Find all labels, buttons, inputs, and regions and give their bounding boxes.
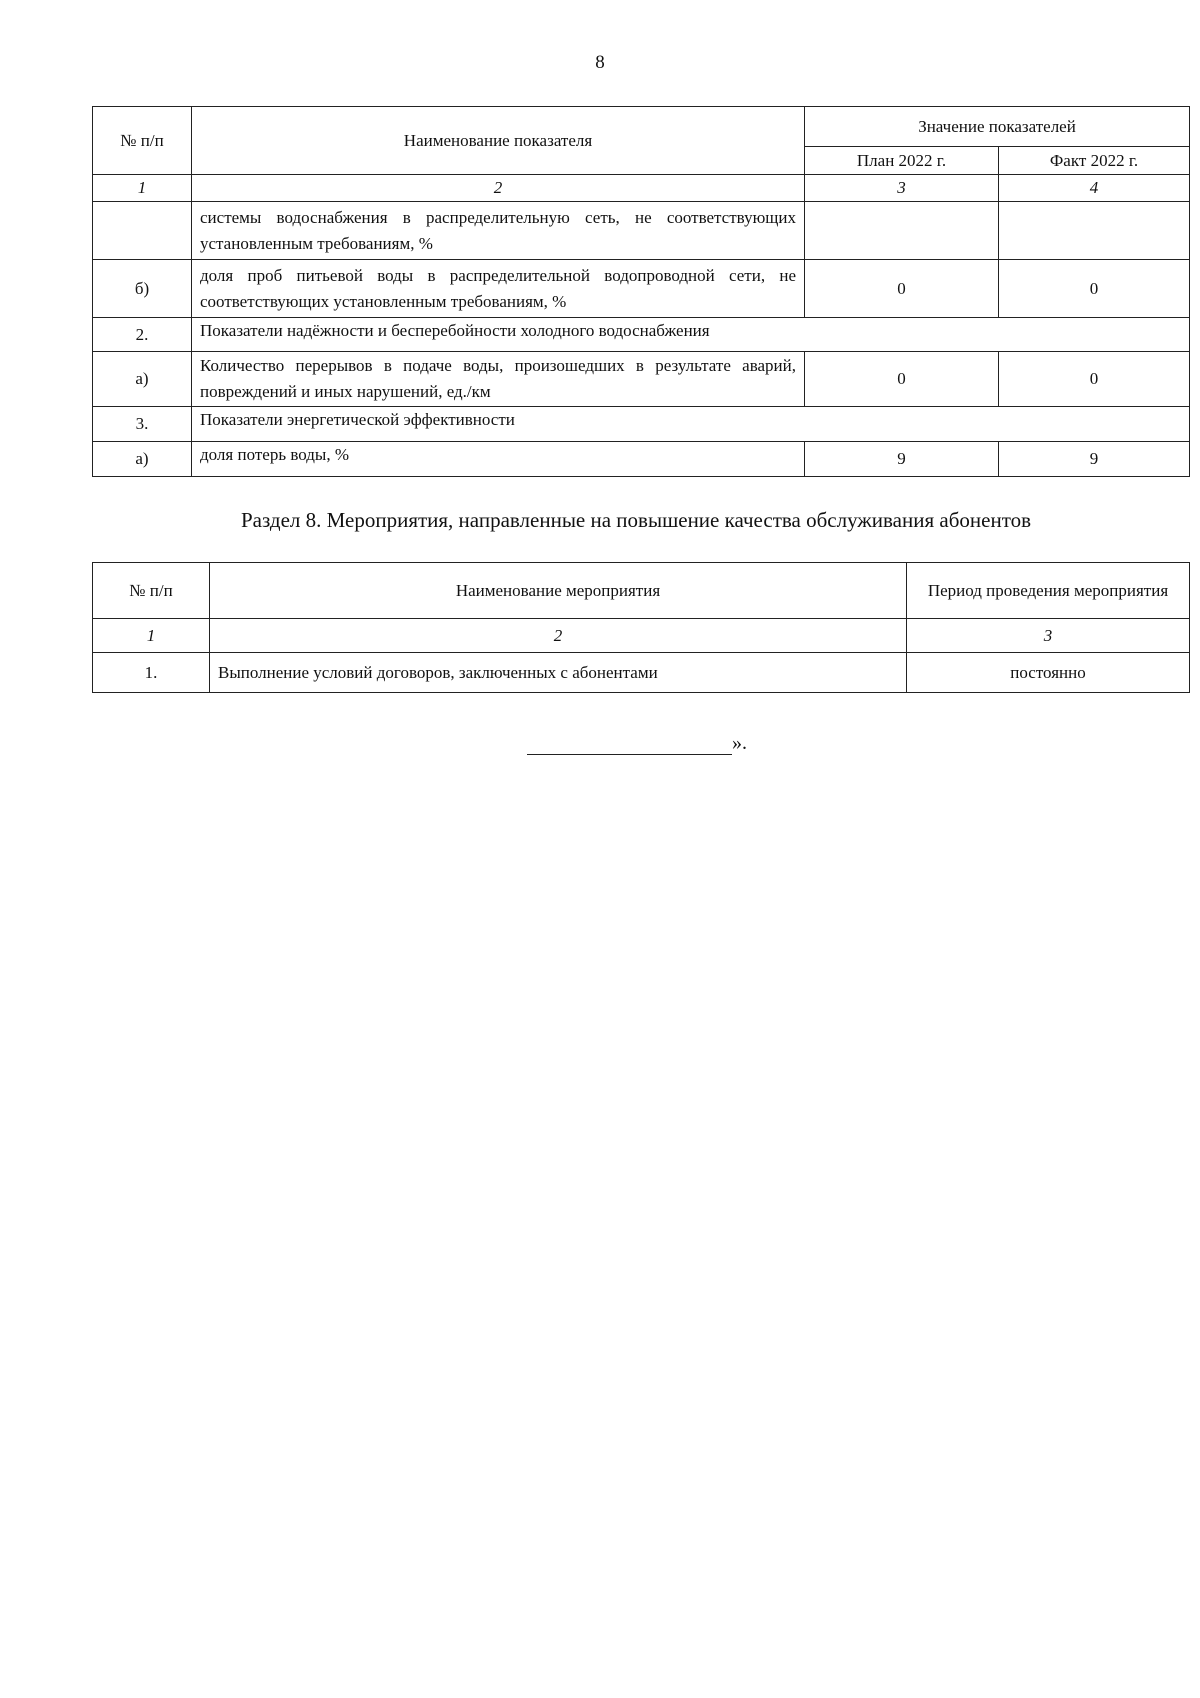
header-period: Период проведения мероприятия — [907, 563, 1190, 619]
row-name: Показатели энергетической эффективности — [192, 407, 1190, 442]
column-numbers-row — [93, 175, 1190, 202]
header-num: № п/п — [93, 563, 210, 619]
col-number: 3 — [907, 619, 1190, 653]
row-name: доля проб питьевой воды в распределительной водопроводной сети, не соответствующих установленным требованиям, % — [192, 260, 805, 318]
indicators-table — [92, 106, 1190, 477]
col-number: 1 — [93, 175, 192, 202]
row-num: а) — [93, 352, 192, 407]
section-title — [0, 508, 1200, 533]
row-plan: 0 — [805, 352, 999, 407]
closing-mark: ». — [732, 732, 747, 754]
row-fact — [999, 202, 1190, 260]
table-section-row — [93, 407, 1190, 442]
signature-underline — [527, 732, 732, 755]
col-number: 2 — [210, 619, 907, 653]
col-number: 1 — [93, 619, 210, 653]
table-row — [93, 653, 1190, 693]
header-plan: План 2022 г. — [805, 147, 999, 175]
page-number: 8 — [595, 52, 605, 73]
row-name: Количество перерывов в подаче воды, произошедших в результате аварий, повреждений и иных нарушений, ед./км — [192, 352, 805, 407]
table-row — [93, 260, 1190, 318]
table-row — [93, 352, 1190, 407]
header-name: Наименование мероприятия — [210, 563, 907, 619]
indicators-header-row — [93, 107, 1190, 147]
row-name: системы водоснабжения в распределительную сеть, не соответствующих установленным требованиям, % — [192, 202, 805, 260]
row-name: доля потерь воды, % — [192, 442, 805, 477]
row-fact: 0 — [999, 260, 1190, 318]
section-title-text: Раздел 8. Мероприятия, направленные на повышение качества обслуживания абонентов — [240, 508, 1032, 532]
header-values: Значение показателей — [805, 107, 1190, 147]
row-num: 3. — [93, 407, 192, 442]
row-num — [93, 202, 192, 260]
row-num: 1. — [93, 653, 210, 693]
row-plan — [805, 202, 999, 260]
row-fact: 9 — [999, 442, 1190, 477]
row-plan: 0 — [805, 260, 999, 318]
row-fact: 0 — [999, 352, 1190, 407]
row-num: 2. — [93, 318, 192, 352]
row-name: Показатели надёжности и бесперебойности холодного водоснабжения — [192, 318, 1190, 352]
measures-table — [92, 562, 1190, 693]
col-number: 4 — [999, 175, 1190, 202]
col-number: 2 — [192, 175, 805, 202]
table-row — [93, 442, 1190, 477]
row-num: б) — [93, 260, 192, 318]
header-name: Наименование показателя — [192, 107, 805, 175]
column-numbers-row — [93, 619, 1190, 653]
header-num: № п/п — [93, 107, 192, 175]
table-section-row — [93, 318, 1190, 352]
row-period: постоянно — [907, 653, 1190, 693]
measures-header-row — [93, 563, 1190, 619]
table-row — [93, 202, 1190, 260]
col-number: 3 — [805, 175, 999, 202]
closing-line — [527, 732, 747, 755]
header-fact: Факт 2022 г. — [999, 147, 1190, 175]
row-plan: 9 — [805, 442, 999, 477]
row-num: а) — [93, 442, 192, 477]
row-name: Выполнение условий договоров, заключенных с абонентами — [210, 653, 907, 693]
